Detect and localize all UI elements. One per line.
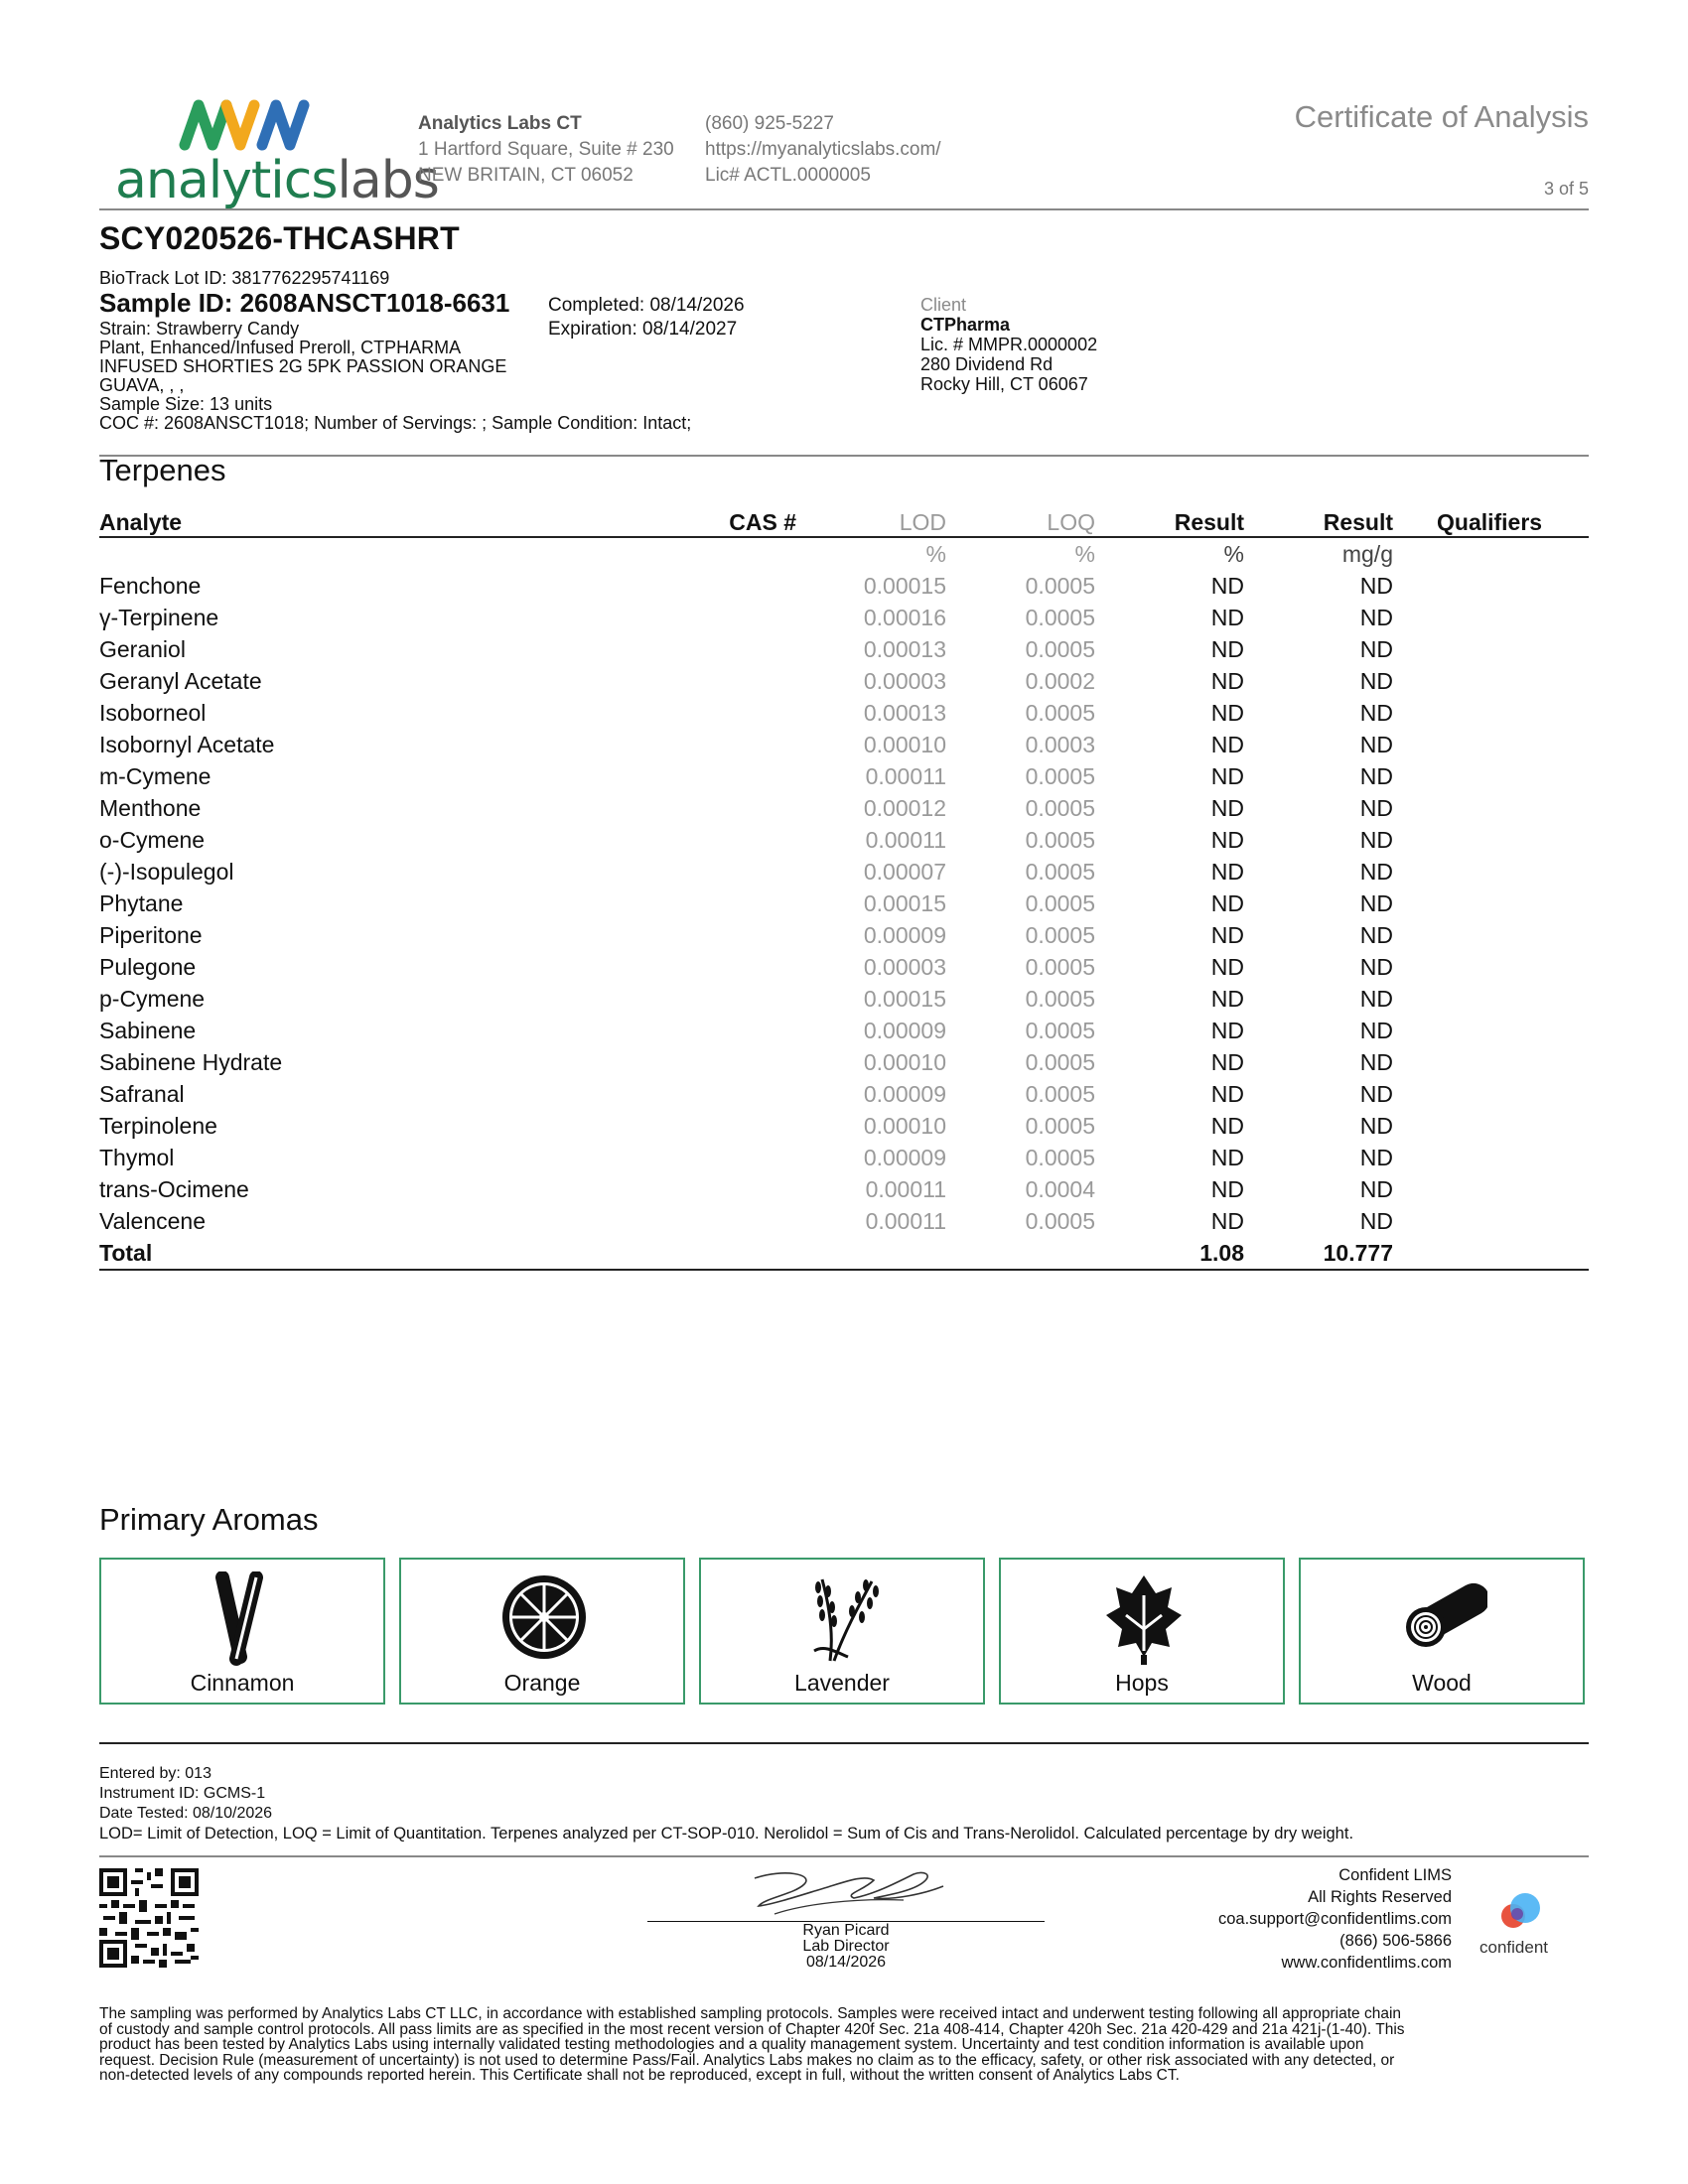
loq-cell: 0.0005 [1025, 1112, 1095, 1139]
legal-line-2: of custody and sample control protocols. All pass limits are as specified in the most recent version of Chapter 420f Sec. 21a 408-414, Chapter 420h Sec. 21a 420-429 and 21a 421j-(1-40). This [99, 2020, 1405, 2038]
table-row [99, 633, 1589, 665]
sample-size: Sample Size: 13 units [99, 394, 273, 414]
sample-product-1: INFUSED SHORTIES 2G 5PK PASSION ORANGE [99, 356, 507, 376]
footer-rule [99, 1855, 1589, 1857]
completed-date: Completed: 08/14/2026 [548, 295, 745, 316]
analyte-cell: m-Cymene [99, 762, 211, 789]
loq-cell: 0.0002 [1025, 667, 1095, 694]
total-mg: 10.777 [1244, 1237, 1393, 1270]
table-row [99, 760, 1589, 792]
result-pct-cell: ND [1210, 604, 1244, 630]
table-row [99, 1173, 1589, 1205]
loq-cell: 0.0005 [1025, 762, 1095, 789]
col-qualifiers: Qualifiers [1393, 502, 1589, 537]
result-mg-cell: ND [1359, 826, 1393, 853]
lab-license: Lic# ACTL.0000005 [705, 165, 871, 186]
lims-email[interactable]: coa.support@confidentlims.com [1217, 1910, 1452, 1928]
result-mg-cell: ND [1359, 1080, 1393, 1107]
terpenes-table [99, 502, 1589, 1271]
loq-cell: 0.0005 [1025, 604, 1095, 630]
analyte-cell: Geranyl Acetate [99, 667, 262, 694]
col-cas: CAS # [697, 502, 796, 537]
analyte-cell: Pulegone [99, 953, 197, 980]
analyte-cell: Piperitone [99, 921, 203, 948]
result-mg-cell: ND [1359, 1048, 1393, 1075]
lod-cell: 0.00015 [863, 572, 946, 599]
lab-address-1: 1 Hartford Square, Suite # 230 [418, 139, 674, 160]
lot-code: SCY020526-THCASHRT [99, 220, 460, 256]
aroma-card-hops [999, 1558, 1285, 1705]
cas-cell [697, 951, 796, 983]
aroma-card-cinnamon [99, 1558, 385, 1705]
lod-cell: 0.00009 [863, 1017, 946, 1043]
aroma-label: Orange [503, 1670, 581, 1696]
table-row [99, 697, 1589, 729]
result-pct-cell: ND [1210, 1144, 1244, 1170]
signer-block [647, 1923, 1045, 1971]
col-result-pct: Result [1095, 502, 1244, 537]
cas-cell [697, 1015, 796, 1046]
cinnamon-icon [201, 1571, 288, 1667]
analyte-cell: trans-Ocimene [99, 1175, 249, 1202]
qualifier-cell [1393, 602, 1589, 633]
date-tested: Date Tested: 08/10/2026 [99, 1805, 273, 1822]
result-mg-cell: ND [1359, 953, 1393, 980]
total-label: Total [99, 1237, 697, 1270]
page-number: 3 of 5 [1543, 179, 1589, 199]
logo-word-b: labs [337, 151, 439, 210]
client-block [920, 295, 1097, 394]
result-mg-cell: ND [1359, 572, 1393, 599]
cas-cell [697, 1142, 796, 1173]
qualifier-cell [1393, 1173, 1589, 1205]
client-name: CTPharma [920, 315, 1011, 335]
client-address-2: Rocky Hill, CT 06067 [920, 374, 1088, 394]
lod-cell: 0.00011 [865, 1175, 946, 1202]
result-pct-cell: ND [1210, 921, 1244, 948]
lims-web[interactable]: www.confidentlims.com [1281, 1954, 1452, 1972]
result-mg-cell: ND [1359, 1175, 1393, 1202]
result-mg-cell: ND [1359, 1144, 1393, 1170]
lod-cell: 0.00003 [863, 667, 946, 694]
result-mg-cell: ND [1359, 635, 1393, 662]
qualifier-cell [1393, 729, 1589, 760]
result-pct-cell: ND [1210, 1017, 1244, 1043]
lod-cell: 0.00013 [863, 635, 946, 662]
result-mg-cell: ND [1359, 794, 1393, 821]
result-pct-cell: ND [1210, 572, 1244, 599]
analyte-cell: Terpinolene [99, 1112, 217, 1139]
result-pct-cell: ND [1210, 731, 1244, 757]
lims-phone: (866) 506-5866 [1339, 1932, 1452, 1950]
cas-cell [697, 1046, 796, 1078]
analyte-cell: o-Cymene [99, 826, 206, 853]
units-row [99, 537, 1589, 570]
lod-cell: 0.00009 [863, 1144, 946, 1170]
qualifier-cell [1393, 856, 1589, 887]
loq-cell: 0.0004 [1025, 1175, 1095, 1202]
lod-cell: 0.00003 [863, 953, 946, 980]
qualifier-cell [1393, 824, 1589, 856]
aroma-label: Hops [1115, 1670, 1169, 1696]
table-row [99, 1205, 1589, 1237]
col-lod: LOD [796, 502, 946, 537]
cas-cell [697, 1173, 796, 1205]
signed-date: 08/14/2026 [805, 1954, 887, 1971]
aroma-card-wood [1299, 1558, 1585, 1705]
result-pct-cell: ND [1210, 794, 1244, 821]
sample-type: Plant, Enhanced/Infused Preroll, CTPHARMA [99, 338, 462, 357]
client-label: Client [920, 295, 967, 315]
qualifier-cell [1393, 983, 1589, 1015]
table-row [99, 1015, 1589, 1046]
lod-cell: 0.00010 [863, 1112, 946, 1139]
table-row [99, 1046, 1589, 1078]
cas-cell [697, 856, 796, 887]
sample-rule [99, 455, 1589, 457]
cas-cell [697, 760, 796, 792]
qualifier-cell [1393, 1078, 1589, 1110]
result-mg-cell: ND [1359, 921, 1393, 948]
result-pct-cell: ND [1210, 1207, 1244, 1234]
cas-cell [697, 633, 796, 665]
result-pct-cell: ND [1210, 953, 1244, 980]
analyte-cell: Phytane [99, 889, 184, 916]
cas-cell [697, 697, 796, 729]
qualifier-cell [1393, 919, 1589, 951]
qualifier-cell [1393, 887, 1589, 919]
table-row [99, 1142, 1589, 1173]
col-analyte: Analyte [99, 502, 697, 537]
table-row [99, 729, 1589, 760]
cas-cell [697, 792, 796, 824]
aroma-label: Wood [1412, 1670, 1472, 1696]
cas-cell [697, 887, 796, 919]
lab-contact [705, 111, 941, 189]
lod-cell: 0.00009 [863, 1080, 946, 1107]
signer-title: Lab Director [802, 1938, 890, 1955]
col-result-mg: Result [1244, 502, 1393, 537]
analyte-cell: Geraniol [99, 635, 186, 662]
cas-cell [697, 919, 796, 951]
aroma-card-orange [399, 1558, 685, 1705]
lab-logo-mark [177, 95, 316, 153]
qualifier-cell [1393, 697, 1589, 729]
wood-icon [1400, 1571, 1487, 1667]
terpenes-header-row [99, 502, 1589, 537]
table-row [99, 951, 1589, 983]
result-mg-cell: ND [1359, 1112, 1393, 1139]
total-pct: 1.08 [1095, 1237, 1244, 1270]
lab-logo-wordmark [115, 151, 439, 210]
lab-name: Analytics Labs CT [418, 113, 582, 134]
result-pct-cell: ND [1210, 1175, 1244, 1202]
result-mg-cell: ND [1359, 889, 1393, 916]
result-pct-cell: ND [1210, 635, 1244, 662]
lab-info [418, 111, 674, 189]
lod-cell: 0.00015 [863, 889, 946, 916]
loq-cell: 0.0005 [1025, 1017, 1095, 1043]
table-row [99, 983, 1589, 1015]
qualifier-cell [1393, 1015, 1589, 1046]
col-loq: LOQ [946, 502, 1095, 537]
analyte-cell: γ-Terpinene [99, 604, 219, 630]
signature [745, 1864, 953, 1922]
aromas-rule [99, 1742, 1589, 1744]
lod-cell: 0.00011 [865, 1207, 946, 1234]
table-row [99, 887, 1589, 919]
lod-cell: 0.00015 [863, 985, 946, 1012]
result-mg-cell: ND [1359, 1017, 1393, 1043]
loq-cell: 0.0005 [1025, 1144, 1095, 1170]
cas-cell [697, 1078, 796, 1110]
analyte-cell: Safranal [99, 1080, 185, 1107]
analyte-cell: Valencene [99, 1207, 206, 1234]
aroma-label: Cinnamon [190, 1670, 295, 1696]
lod-cell: 0.00010 [863, 1048, 946, 1075]
result-mg-cell: ND [1359, 985, 1393, 1012]
analyte-cell: Fenchone [99, 572, 202, 599]
lims-contact [1218, 1864, 1452, 1974]
terpenes-title: Terpenes [99, 453, 226, 487]
expiration-date: Expiration: 08/14/2027 [548, 319, 738, 340]
qualifier-cell [1393, 1142, 1589, 1173]
instrument-id: Instrument ID: GCMS-1 [99, 1785, 266, 1802]
table-row [99, 602, 1589, 633]
qualifier-cell [1393, 760, 1589, 792]
lims-name: Confident LIMS [1338, 1866, 1452, 1884]
result-pct-cell: ND [1210, 1112, 1244, 1139]
cas-cell [697, 983, 796, 1015]
qualifier-cell [1393, 633, 1589, 665]
loq-cell: 0.0005 [1025, 953, 1095, 980]
result-mg-cell: ND [1359, 1207, 1393, 1234]
qualifier-cell [1393, 1110, 1589, 1142]
result-mg-cell: ND [1359, 699, 1393, 726]
unit-result-pct: % [1223, 540, 1244, 567]
cas-cell [697, 665, 796, 697]
legal-disclaimer [99, 2006, 1599, 2084]
lod-cell: 0.00010 [863, 731, 946, 757]
sample-id: Sample ID: 2608ANSCT1018-6631 [99, 288, 510, 318]
result-pct-cell: ND [1210, 667, 1244, 694]
aromas-title: Primary Aromas [99, 1502, 319, 1537]
sample-coc: COC #: 2608ANSCT1018; Number of Servings: ; Sample Condition: Intact; [99, 413, 692, 433]
hops-icon [1100, 1571, 1188, 1667]
table-row [99, 824, 1589, 856]
legal-line-5: non-detected levels of any compounds reported herein. This Certificate shall not be reproduced, except in full, without the written consent of Analytics Labs CT. [99, 2067, 1180, 2084]
result-pct-cell: ND [1210, 889, 1244, 916]
loq-cell: 0.0005 [1025, 858, 1095, 885]
confident-logo-icon [1489, 1886, 1549, 1936]
result-pct-cell: ND [1210, 762, 1244, 789]
qr-code[interactable] [99, 1868, 199, 1968]
lab-phone: (860) 925-5227 [705, 113, 834, 134]
lod-cell: 0.00011 [865, 762, 946, 789]
analyte-cell: Menthone [99, 794, 202, 821]
result-mg-cell: ND [1359, 762, 1393, 789]
lab-website[interactable]: https://myanalyticslabs.com/ [705, 139, 941, 160]
result-pct-cell: ND [1210, 985, 1244, 1012]
entered-by: Entered by: 013 [99, 1765, 211, 1782]
qualifier-cell [1393, 792, 1589, 824]
cas-cell [697, 729, 796, 760]
result-pct-cell: ND [1210, 826, 1244, 853]
cas-cell [697, 824, 796, 856]
loq-cell: 0.0005 [1025, 699, 1095, 726]
lod-cell: 0.00011 [865, 826, 946, 853]
table-row [99, 665, 1589, 697]
loq-cell: 0.0005 [1025, 1048, 1095, 1075]
lod-cell: 0.00016 [863, 604, 946, 630]
lavender-icon [800, 1571, 888, 1667]
sample-strain: Strain: Strawberry Candy [99, 319, 300, 339]
qualifier-cell [1393, 1046, 1589, 1078]
analyte-cell: Isobornyl Acetate [99, 731, 275, 757]
table-row [99, 856, 1589, 887]
result-pct-cell: ND [1210, 858, 1244, 885]
lab-address-2: NEW BRITAIN, CT 06052 [418, 165, 633, 186]
cas-cell [697, 1205, 796, 1237]
result-pct-cell: ND [1210, 1080, 1244, 1107]
result-pct-cell: ND [1210, 1048, 1244, 1075]
loq-cell: 0.0005 [1025, 1080, 1095, 1107]
result-pct-cell: ND [1210, 699, 1244, 726]
result-mg-cell: ND [1359, 667, 1393, 694]
unit-lod: % [925, 540, 946, 567]
legal-line-4: request. Decision Rule (measurement of uncertainty) is not used to determine Pass/Fail. Analytics Labs makes no claim as to the efficacy, safety, or other risk associated with any detected, or [99, 2051, 1395, 2069]
aroma-label: Lavender [794, 1670, 890, 1696]
header-rule [99, 208, 1589, 210]
analyte-cell: Isoborneol [99, 699, 207, 726]
lims-rights: All Rights Reserved [1308, 1888, 1452, 1906]
result-mg-cell: ND [1359, 604, 1393, 630]
unit-loq: % [1074, 540, 1095, 567]
result-mg-cell: ND [1359, 858, 1393, 885]
result-mg-cell: ND [1359, 731, 1393, 757]
loq-cell: 0.0005 [1025, 826, 1095, 853]
sample-product-2: GUAVA, , , [99, 375, 185, 395]
cas-cell [697, 570, 796, 602]
unit-result-mg: mg/g [1341, 540, 1393, 567]
test-details [99, 1764, 1353, 1843]
cas-cell [697, 602, 796, 633]
loq-cell: 0.0005 [1025, 794, 1095, 821]
analyte-cell: (-)-Isopulegol [99, 858, 234, 885]
cas-cell [697, 1110, 796, 1142]
confident-logo-text: confident [1479, 1938, 1548, 1957]
qualifier-cell [1393, 1205, 1589, 1237]
method-note: LOD= Limit of Detection, LOQ = Limit of Quantitation. Terpenes analyzed per CT-SOP-010. Nerolidol = Sum of Cis and Trans-Nerolidol. Calculated percentage by dry weight. [99, 1825, 1354, 1843]
analyte-cell: Sabinene [99, 1017, 197, 1043]
table-row [99, 919, 1589, 951]
lod-cell: 0.00013 [863, 699, 946, 726]
lod-cell: 0.00007 [863, 858, 946, 885]
loq-cell: 0.0005 [1025, 921, 1095, 948]
qualifier-cell [1393, 570, 1589, 602]
client-license: Lic. # MMPR.0000002 [920, 335, 1098, 354]
loq-cell: 0.0005 [1025, 1207, 1095, 1234]
aroma-card-lavender [699, 1558, 985, 1705]
client-address-1: 280 Dividend Rd [920, 354, 1054, 374]
total-row [99, 1237, 1589, 1270]
sample-dates [548, 294, 745, 341]
loq-cell: 0.0005 [1025, 985, 1095, 1012]
loq-cell: 0.0005 [1025, 889, 1095, 916]
lod-cell: 0.00009 [863, 921, 946, 948]
biotrack-lot-id: BioTrack Lot ID: 3817762295741169 [99, 268, 390, 288]
table-row [99, 792, 1589, 824]
table-row [99, 1078, 1589, 1110]
document-title: Certificate of Analysis [1294, 99, 1589, 134]
loq-cell: 0.0005 [1025, 635, 1095, 662]
qualifier-cell [1393, 665, 1589, 697]
legal-line-3: product has been tested by Analytics Labs using internally validated testing methodologies and a quality management system. Uncertainty and test condition information is available upon [99, 2036, 1364, 2053]
signer-name: Ryan Picard [802, 1922, 890, 1939]
logo-word-a: analytics [115, 151, 338, 210]
qualifier-cell [1393, 951, 1589, 983]
orange-icon [500, 1571, 588, 1667]
legal-line-1: The sampling was performed by Analytics Labs CT LLC, in accordance with established sampling protocols. Samples were received intact and underwent testing following all appropriate chain [99, 2005, 1402, 2022]
table-row [99, 1110, 1589, 1142]
analyte-cell: Thymol [99, 1144, 175, 1170]
table-row [99, 570, 1589, 602]
analyte-cell: Sabinene Hydrate [99, 1048, 283, 1075]
lod-cell: 0.00012 [863, 794, 946, 821]
analyte-cell: p-Cymene [99, 985, 206, 1012]
loq-cell: 0.0003 [1025, 731, 1095, 757]
loq-cell: 0.0005 [1025, 572, 1095, 599]
